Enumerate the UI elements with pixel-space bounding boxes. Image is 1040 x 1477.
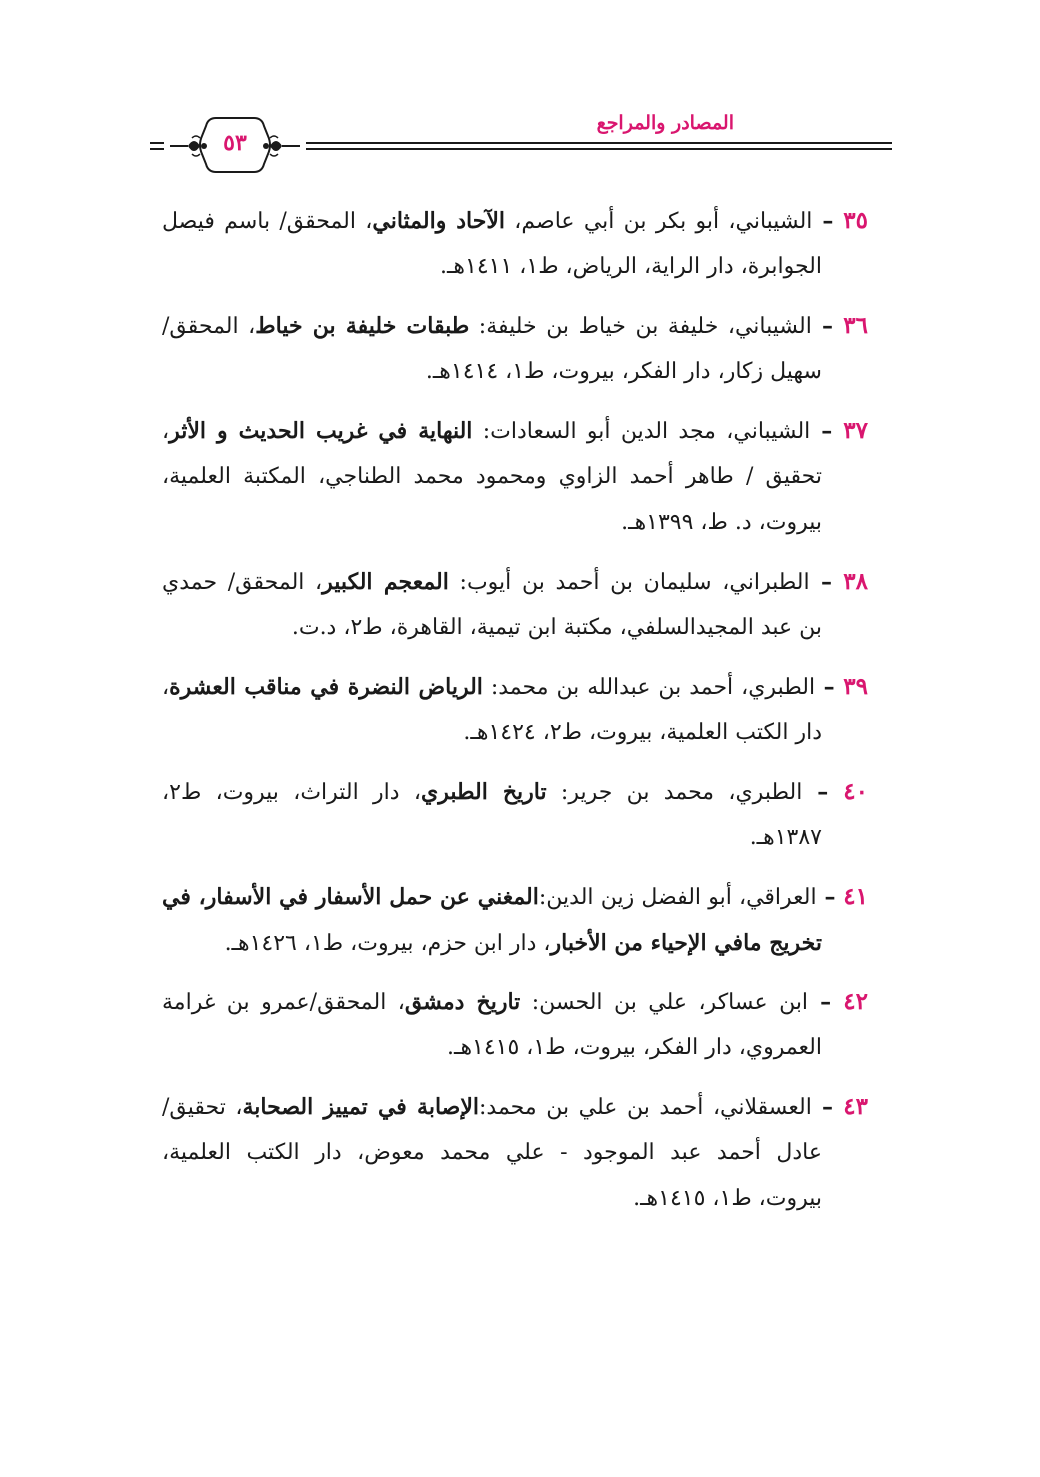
entry-line (162, 198, 868, 244)
entry-dash: – (810, 418, 844, 444)
entry-text: العمروي، دار الفكر، بيروت، ط١، ١٤١٥هـ. (447, 1035, 822, 1060)
entry-text: ، المحقق/ حمدي (162, 570, 323, 595)
entry-title-text: تاريخ الطبري (421, 779, 547, 805)
entry-title-text: المعجم الكبير (322, 569, 449, 595)
entry-line (162, 920, 868, 966)
entry-dash: – (811, 313, 844, 339)
page-number: ٥٣ (223, 130, 247, 156)
entry-text: تحقيق / طاهر أحمد الزاوي ومحمود محمد الطناجي، المكتبة العلمية، (162, 464, 822, 489)
entry-number: ٤١ (843, 883, 869, 910)
entry-line (162, 815, 868, 861)
bibliography-entry (162, 559, 868, 651)
entry-text: ، دار ابن حزم، بيروت، ط١، ١٤٢٦هـ. (224, 931, 551, 956)
entry-text: دار الكتب العلمية، بيروت، ط٢، ١٤٢٤هـ. (463, 720, 822, 745)
entry-line (162, 979, 868, 1025)
entry-number: ٤٢ (843, 988, 868, 1015)
entry-text: عادل أحمد عبد الموجود - علي محمد معوض، دار الكتب العلمية، (162, 1140, 822, 1165)
entry-number: ٣٨ (843, 568, 869, 595)
entry-title-text: النهاية في غريب الحديث و الأثر (169, 418, 473, 444)
bibliography-entry (162, 979, 868, 1071)
entry-text: ، دار التراث، بيروت، ط٢، (162, 780, 421, 805)
bibliography-entry (162, 664, 868, 756)
entry-text: سهيل زكار، دار الفكر، بيروت، ط١، ١٤١٤هـ. (425, 359, 822, 384)
bibliography-list (162, 198, 868, 1235)
entry-text: ابن عساكر، علي بن الحسن: (520, 990, 809, 1015)
entry-line (162, 769, 868, 815)
entry-number: ٤٣ (843, 1093, 869, 1120)
entry-text: الطبري، محمد بن جرير: (546, 780, 803, 805)
entry-text: الشيباني، مجد الدين أبو السعادات: (472, 419, 811, 444)
entry-text: بيروت، د. ط، ١٣٩٩هـ. (621, 510, 822, 535)
entry-dash: – (816, 884, 844, 910)
page-header (150, 110, 892, 178)
entry-line (162, 874, 868, 920)
entry-dash: – (802, 779, 844, 805)
page-number-badge (164, 114, 306, 176)
entry-number: ٣٥ (843, 207, 868, 234)
entry-text: ، المحقق/عمرو بن غرامة (162, 990, 405, 1015)
bibliography-entry (162, 303, 868, 395)
entry-title-text: تخريج مافي الإحياء من الأخبار (550, 930, 822, 956)
bibliography-entry (162, 408, 868, 546)
entry-line (162, 500, 868, 546)
entry-dash: – (809, 569, 844, 595)
entry-text: الطبري، أحمد بن عبدالله بن محمد: (482, 675, 816, 700)
entry-text: بيروت، ط١، ١٤١٥هـ. (633, 1186, 822, 1211)
bibliography-entry (162, 1084, 868, 1222)
entry-text: ١٣٨٧هـ. (749, 825, 822, 850)
entry-dash: – (812, 208, 844, 234)
entry-line (162, 1084, 868, 1130)
header-title: المصادر والمراجع (587, 112, 744, 134)
entry-line (162, 408, 868, 454)
entry-line (162, 454, 868, 500)
entry-text: العراقي، أبو الفضل زين الدين: (538, 885, 817, 910)
bibliography-entry (162, 874, 868, 966)
bibliography-entry (162, 198, 868, 290)
entry-dash: – (815, 674, 844, 700)
entry-title-text: طبقات خليفة بن خياط (255, 313, 470, 339)
entry-text: العسقلاني، أحمد بن علي بن محمد: (479, 1095, 812, 1120)
entry-line (162, 349, 868, 395)
entry-title-text: الرياض النضرة في مناقب العشرة (169, 674, 483, 700)
entry-text: الطبراني، سليمان بن أحمد بن أيوب: (448, 570, 810, 595)
entry-text: ، (162, 675, 170, 700)
entry-line (162, 559, 868, 605)
entry-title-text: الإصابة في تمييز الصحابة (242, 1094, 479, 1120)
entry-text: ، المحقق/ (162, 314, 256, 339)
entry-line (162, 1025, 868, 1071)
entry-line (162, 244, 868, 290)
entry-line (162, 710, 868, 756)
entry-text: ، المحقق/ باسم فيصل (162, 209, 373, 234)
entry-line (162, 605, 868, 651)
entry-number: ٣٦ (843, 312, 868, 339)
entry-text: الشيباني، أبو بكر بن أبي عاصم، (505, 209, 813, 234)
entry-dash: – (808, 989, 844, 1015)
entry-text: ، تحقيق/ (162, 1095, 243, 1120)
entry-dash: – (811, 1094, 844, 1120)
entry-text: الجوابرة، دار الراية، الرياض، ط١، ١٤١١هـ. (439, 254, 822, 279)
entry-number: ٣٧ (843, 417, 868, 444)
entry-text: بن عبد المجيدالسلفي، مكتبة ابن تيمية، القاهرة، ط٢، د.ت. (291, 615, 822, 640)
entry-title-text: تاريخ دمشق (404, 989, 521, 1015)
bibliography-entry (162, 769, 868, 861)
entry-line (162, 303, 868, 349)
entry-text: ، (162, 419, 170, 444)
entry-title-text: المغني عن حمل الأسفار في الأسفار، في (162, 884, 539, 910)
entry-number: ٤٠ (843, 778, 868, 805)
entry-text: الشيباني، خليفة بن خياط بن خليفة: (469, 314, 812, 339)
entry-line (162, 664, 868, 710)
entry-number: ٣٩ (843, 673, 868, 700)
entry-title-text: الآحاد والمثاني (372, 208, 506, 234)
entry-line (162, 1130, 868, 1176)
entry-line (162, 1176, 868, 1222)
